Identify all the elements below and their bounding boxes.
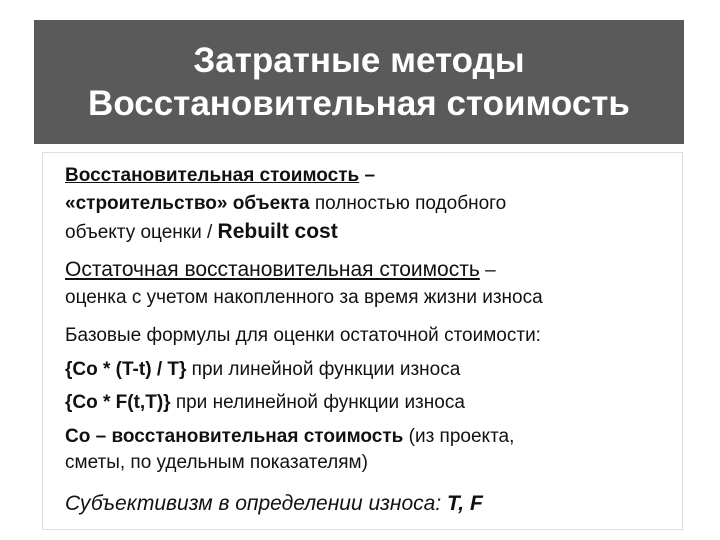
residual-dash: – [479, 260, 496, 281]
co-definition-term: Co – восстановительная стоимость [65, 426, 404, 447]
definition-dash: – [359, 165, 376, 186]
co-definition-line-1 [65, 424, 675, 450]
residual-line-1 [65, 257, 675, 284]
definition-bold-phrase: «строительство» объекта [65, 193, 310, 214]
formula-nonlinear [65, 390, 675, 416]
subjectivity-line [65, 491, 675, 517]
definition-line-1 [65, 163, 675, 189]
title-line-2: Восстановительная стоимость [88, 84, 630, 123]
formula-linear-desc: при линейной функции износа [186, 359, 461, 380]
rebuilt-cost-label: Rebuilt cost [217, 220, 338, 243]
formulas-intro: Базовые формулы для оценки остаточной стоимости: [65, 325, 541, 346]
subjectivity-text: Субъективизм в определении износа: [65, 492, 447, 515]
formula-linear [65, 357, 675, 383]
formula-linear-expr: {Co * (T-t) / T} [65, 359, 187, 380]
formula-nonlinear-expr: {Co * F(t,T)} [65, 392, 171, 413]
co-definition-source: (из проекта, [403, 426, 515, 447]
subjectivity-vars: T, F [447, 492, 483, 515]
definition-line-3 [65, 219, 675, 246]
title-bar [34, 20, 684, 144]
residual-line-2: оценка с учетом накопленного за время жизни износа [65, 287, 543, 308]
definition-line-2 [65, 191, 675, 217]
formula-nonlinear-desc: при нелинейной функции износа [170, 392, 465, 413]
title-line-1: Затратные методы [193, 41, 525, 80]
definition-line-3-text: объекту оценки / [65, 222, 218, 243]
co-definition-line-2: сметы, по удельным показателям) [65, 452, 368, 473]
definition-rest: полностью подобного [309, 193, 507, 214]
definition-term: Восстановительная стоимость [65, 165, 360, 186]
content-box [42, 152, 683, 530]
residual-term: Остаточная восстановительная стоимость [65, 258, 480, 281]
